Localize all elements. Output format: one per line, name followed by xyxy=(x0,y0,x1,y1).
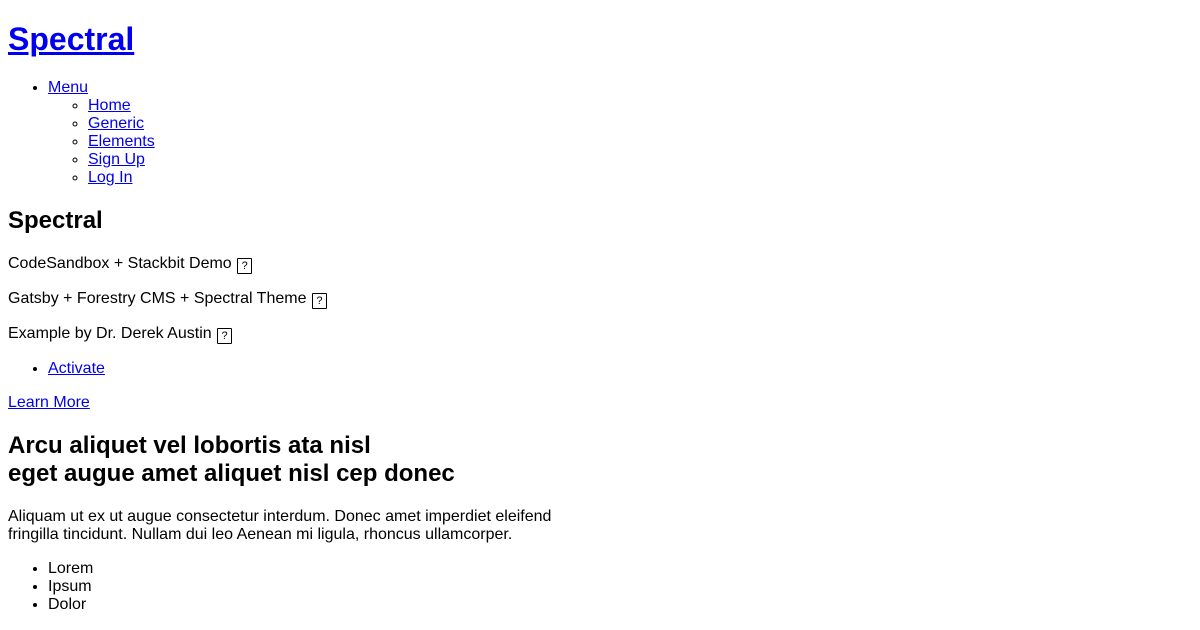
nav-item-elements xyxy=(88,133,1192,151)
missing-glyph-icon: ? xyxy=(217,328,232,344)
nav-link-signup[interactable]: Sign Up xyxy=(88,151,145,168)
nav-menu-item xyxy=(48,79,1192,187)
missing-glyph-icon: ? xyxy=(312,293,327,309)
intro-heading: Spectral xyxy=(8,207,103,234)
section-heading-line2: eget augue amet aliquet nisl cep donec xyxy=(8,460,455,487)
intro-line-stack xyxy=(8,290,1192,309)
intro-line-stack-text: Gatsby + Forestry CMS + Spectral Theme xyxy=(8,290,307,307)
intro-line-author-text: Example by Dr. Derek Austin xyxy=(8,325,212,342)
section-list xyxy=(8,560,1192,614)
list-item-ipsum: • Ipsum xyxy=(48,578,1192,596)
main-nav xyxy=(8,79,1192,187)
site-title-link[interactable]: Spectral xyxy=(8,21,135,57)
list-item-lorem: • Lorem xyxy=(48,560,1192,578)
missing-glyph-icon: ? xyxy=(237,258,252,274)
nav-submenu xyxy=(48,97,1192,187)
nav-item-generic xyxy=(88,115,1192,133)
nav-item-login xyxy=(88,169,1192,187)
section-heading xyxy=(8,432,1192,488)
nav-menu-link[interactable]: Menu xyxy=(48,79,89,96)
intro-line-author xyxy=(8,325,1192,344)
activate-list xyxy=(8,360,1192,378)
section-heading-line1: Arcu aliquet vel lobortis ata nisl xyxy=(8,432,371,459)
nav-item-home xyxy=(88,97,1192,115)
learn-more-link[interactable]: Learn More xyxy=(8,394,90,411)
section-paragraph-line1: Aliquam ut ex ut augue consectetur interdum. Donec amet imperdiet eleifend xyxy=(8,508,552,525)
section-paragraph xyxy=(8,508,1192,544)
nav-item-signup xyxy=(88,151,1192,169)
section-paragraph-line2: fringilla tincidunt. Nullam dui leo Aenean mi ligula, rhoncus ullamcorper. xyxy=(8,526,513,543)
nav-link-home[interactable]: Home xyxy=(88,97,131,114)
site-title xyxy=(8,21,1192,58)
nav-link-generic[interactable]: Generic xyxy=(88,115,145,132)
nav-link-elements[interactable]: Elements xyxy=(88,133,155,150)
intro-line-demo xyxy=(8,255,1192,274)
list-item-dolor: • Dolor xyxy=(48,596,1192,614)
activate-link[interactable]: Activate xyxy=(48,360,105,377)
learn-more-paragraph xyxy=(8,394,1192,412)
activate-item xyxy=(48,360,1192,378)
intro-line-demo-text: CodeSandbox + Stackbit Demo xyxy=(8,255,232,272)
nav-link-login[interactable]: Log In xyxy=(88,169,133,186)
